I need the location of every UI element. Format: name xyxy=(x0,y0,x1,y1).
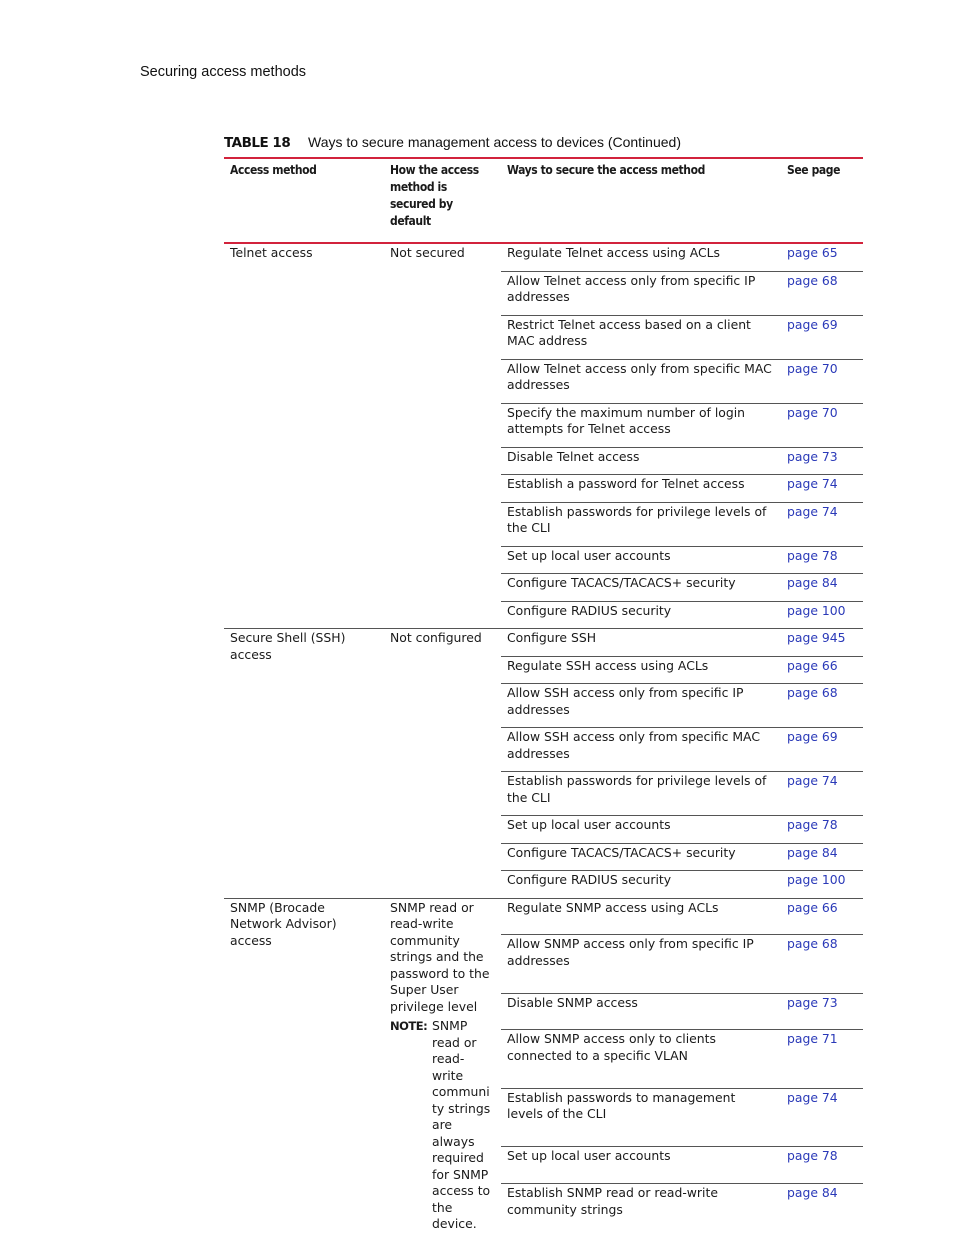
security-way-cell: Specify the maximum number of login attempts for Telnet access xyxy=(501,403,781,447)
see-page-cell xyxy=(781,243,863,271)
security-way-cell: Configure TACACS/TACACS+ security xyxy=(501,574,781,602)
page-link[interactable]: page 78 xyxy=(787,547,838,563)
page-link[interactable]: page 78 xyxy=(787,817,838,832)
default-security-text: Not configured xyxy=(390,630,482,645)
page-link[interactable]: page 78 xyxy=(787,1148,838,1164)
table-caption xyxy=(224,134,864,151)
security-way-cell: Allow SNMP access only to clients connected to a specific VLAN xyxy=(501,1030,781,1089)
header-default: How the access method is secured by default xyxy=(390,163,479,228)
default-security-cell xyxy=(384,243,501,629)
security-way-cell: Configure RADIUS security xyxy=(501,601,781,629)
security-way-cell: Establish passwords to management levels of the CLI xyxy=(501,1088,781,1147)
security-way-cell: Establish passwords for privilege levels of the CLI xyxy=(501,772,781,816)
header-access-method: Access method xyxy=(230,163,317,177)
default-security-cell xyxy=(384,898,501,1242)
security-way-cell: Establish passwords for privilege levels of the CLI xyxy=(501,502,781,546)
see-page-cell xyxy=(781,656,863,684)
see-page-cell xyxy=(781,502,863,546)
page-link[interactable]: page 69 xyxy=(787,729,838,744)
see-page-cell xyxy=(781,271,863,315)
security-way-cell: Allow Telnet access only from specific MAC addresses xyxy=(501,359,781,403)
page-link[interactable]: page 73 xyxy=(787,994,838,1010)
security-way-cell: Disable SNMP access xyxy=(501,993,781,1030)
table-label: TABLE 18 xyxy=(224,135,291,151)
table-title: Ways to secure management access to devices (Continued) xyxy=(308,134,681,150)
see-page-cell xyxy=(781,403,863,447)
see-page-cell xyxy=(781,359,863,403)
security-way-cell: Disable Telnet access xyxy=(501,447,781,475)
see-page-cell xyxy=(781,728,863,772)
security-way-cell: Configure SSH xyxy=(501,629,781,657)
security-way-cell: Configure RADIUS security xyxy=(501,871,781,899)
see-page-cell xyxy=(781,993,863,1030)
see-page-cell xyxy=(781,475,863,503)
security-way-cell: Regulate SSH access using ACLs xyxy=(501,656,781,684)
page-link[interactable]: page 68 xyxy=(787,272,838,288)
page-link[interactable]: page 100 xyxy=(787,602,846,618)
page-link[interactable]: page 84 xyxy=(787,575,838,590)
header-see-page: See page xyxy=(787,163,841,177)
table-body xyxy=(224,243,863,1242)
access-method-cell: Telnet access xyxy=(224,243,384,629)
page-link[interactable]: page 73 xyxy=(787,448,838,464)
security-way-cell: Regulate SNMP access using ACLs xyxy=(501,898,781,935)
page-link[interactable]: page 70 xyxy=(787,360,838,376)
see-page-cell xyxy=(781,935,863,994)
page-link[interactable]: page 66 xyxy=(787,899,838,915)
security-way-cell: Allow Telnet access only from specific IP addresses xyxy=(501,271,781,315)
security-way-cell: Set up local user accounts xyxy=(501,816,781,844)
default-security-text: Not secured xyxy=(390,245,465,260)
security-way-cell: Set up local user accounts xyxy=(501,546,781,574)
page-link[interactable]: page 100 xyxy=(787,872,846,887)
security-way-cell: Configure TACACS/TACACS+ security xyxy=(501,843,781,871)
see-page-cell xyxy=(781,1088,863,1147)
note xyxy=(390,1018,495,1233)
access-methods-table xyxy=(224,157,863,1242)
security-way-cell: Set up local user accounts xyxy=(501,1147,781,1184)
see-page-cell xyxy=(781,574,863,602)
see-page-cell xyxy=(781,816,863,844)
see-page-cell xyxy=(781,871,863,899)
see-page-cell xyxy=(781,629,863,657)
security-way-cell: Establish a password for Telnet access xyxy=(501,475,781,503)
page-link[interactable]: page 69 xyxy=(787,316,838,332)
see-page-cell xyxy=(781,1147,863,1184)
see-page-cell xyxy=(781,601,863,629)
security-way-cell: Restrict Telnet access based on a client MAC address xyxy=(501,315,781,359)
default-security-cell xyxy=(384,629,501,899)
see-page-cell xyxy=(781,546,863,574)
page-link[interactable]: page 68 xyxy=(787,936,838,952)
note-text: SNMP read or read-write community strings are always required for SNMP access to the device. xyxy=(432,1018,491,1231)
table-row xyxy=(224,629,863,657)
see-page-cell xyxy=(781,1030,863,1089)
see-page-cell xyxy=(781,315,863,359)
page-link[interactable]: page 65 xyxy=(787,245,838,260)
see-page-cell xyxy=(781,447,863,475)
page-link[interactable]: page 70 xyxy=(787,404,838,420)
see-page-cell xyxy=(781,898,863,935)
security-way-cell: Allow SSH access only from specific IP addresses xyxy=(501,684,781,728)
see-page-cell xyxy=(781,772,863,816)
header-ways: Ways to secure the access method xyxy=(507,163,705,177)
page-link[interactable]: page 945 xyxy=(787,630,846,645)
page-link[interactable]: page 66 xyxy=(787,657,838,673)
table-row xyxy=(224,243,863,271)
security-way-cell: Establish SNMP read or read-write community strings xyxy=(507,1185,718,1217)
page-link[interactable]: page 84 xyxy=(787,1185,838,1201)
page-link[interactable]: page 74 xyxy=(787,1089,838,1105)
security-way-cell: Regulate Telnet access using ACLs xyxy=(501,243,781,271)
see-page-cell xyxy=(781,684,863,728)
page-link[interactable]: page 71 xyxy=(787,1031,838,1047)
see-page-cell xyxy=(781,843,863,871)
page-link[interactable]: page 74 xyxy=(787,503,838,519)
page-link[interactable]: page 74 xyxy=(787,476,838,491)
security-way-cell: Allow SNMP access only from specific IP addresses xyxy=(501,935,781,994)
table-row xyxy=(224,898,863,935)
table-header-row xyxy=(224,158,863,243)
security-way-cell: Allow SSH access only from specific MAC addresses xyxy=(501,728,781,772)
note-label: NOTE: xyxy=(390,1019,428,1033)
page-link[interactable]: page 74 xyxy=(787,773,838,788)
access-method-cell: SNMP (Brocade Network Advisor) access xyxy=(224,898,384,1242)
see-page-cell xyxy=(781,1184,863,1242)
page-link[interactable]: page 68 xyxy=(787,685,838,700)
access-method-cell: Secure Shell (SSH) access xyxy=(224,629,384,899)
running-head: Securing access methods xyxy=(140,64,307,80)
page-link[interactable]: page 84 xyxy=(787,844,838,860)
default-security-text: SNMP read or read-write community strings and the password to the Super User privilege level xyxy=(390,899,490,1014)
